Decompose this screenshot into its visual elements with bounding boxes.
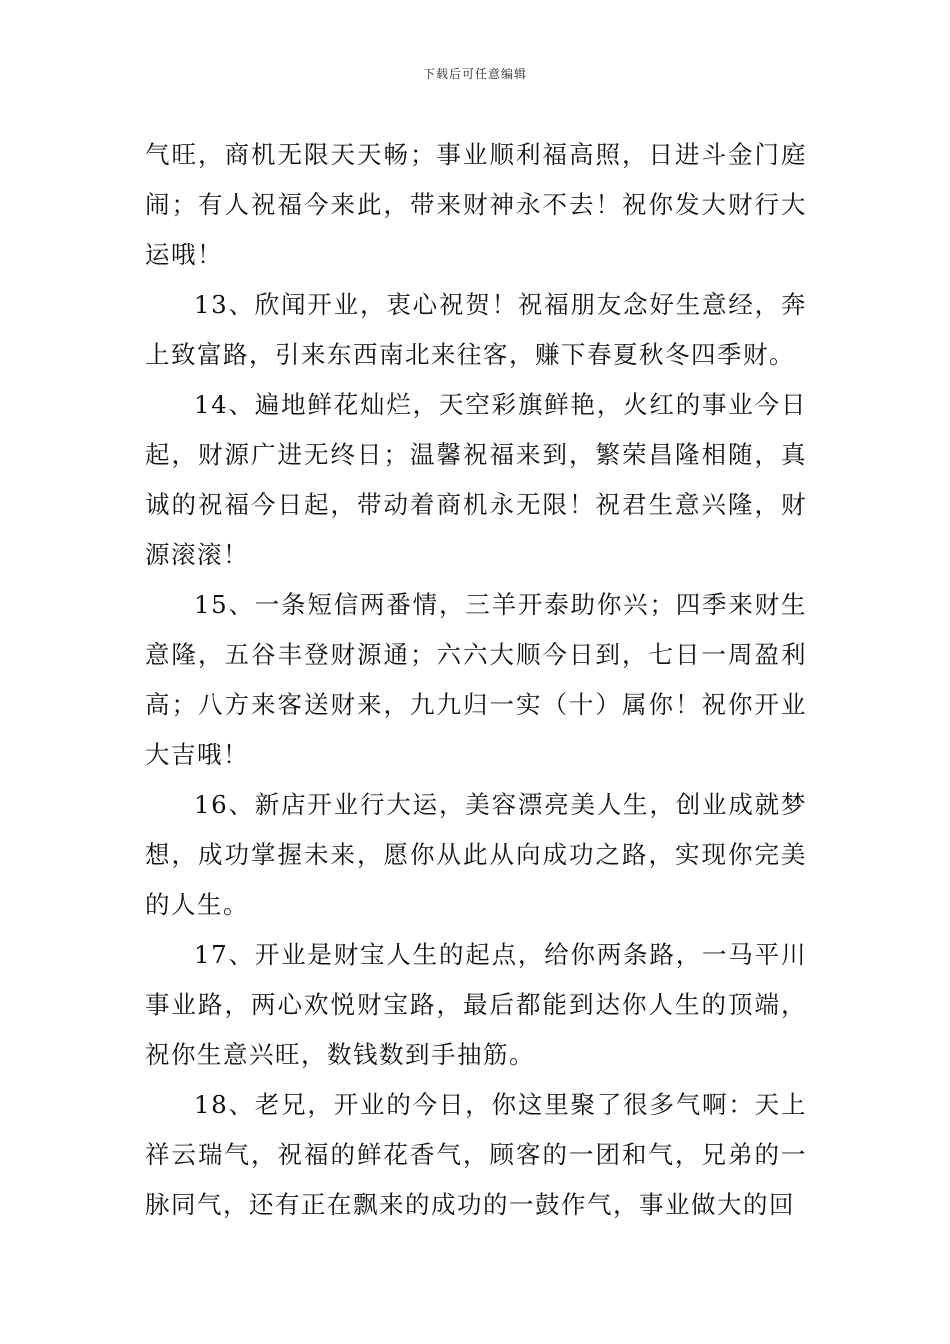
paragraph-continuation: 气旺，商机无限天天畅；事业顺利福高照，日进斗金门庭闹；有人祝福今来此，带来财神永不去！祝你发大财行大运哦！ bbox=[145, 140, 807, 269]
paragraph-15: 15、一条短信两番情，三羊开泰助你兴；四季来财生意隆，五谷丰登财源通；六六大顺今日到，七日一周盈利高；八方来客送财来，九九归一实（十）属你！祝你开业大吉哦！ bbox=[145, 590, 807, 769]
paragraph-18: 18、老兄，开业的今日，你这里聚了很多气啊：天上祥云瑞气，祝福的鲜花香气，顾客的一团和气，兄弟的一脉同气，还有正在飘来的成功的一鼓作气，事业做大的回 bbox=[145, 1090, 807, 1219]
page-header: 下载后可任意编辑 bbox=[422, 67, 527, 81]
document-body bbox=[145, 130, 807, 1230]
paragraph-17: 17、开业是财宝人生的起点，给你两条路，一马平川事业路，两心欢悦财宝路，最后都能到达你人生的顶端，祝你生意兴旺，数钱数到手抽筋。 bbox=[145, 940, 807, 1069]
paragraph-14: 14、遍地鲜花灿烂，天空彩旗鲜艳，火红的事业今日起，财源广进无终日；温馨祝福来到，繁荣昌隆相随，真诚的祝福今日起，带动着商机永无限！祝君生意兴隆，财源滚滚！ bbox=[145, 390, 807, 569]
paragraph-16: 16、新店开业行大运，美容漂亮美人生，创业成就梦想，成功掌握未来，愿你从此从向成功之路，实现你完美的人生。 bbox=[145, 790, 807, 919]
paragraph-13: 13、欣闻开业，衷心祝贺！祝福朋友念好生意经，奔上致富路，引来东西南北来往客，赚下春夏秋冬四季财。 bbox=[145, 290, 807, 369]
